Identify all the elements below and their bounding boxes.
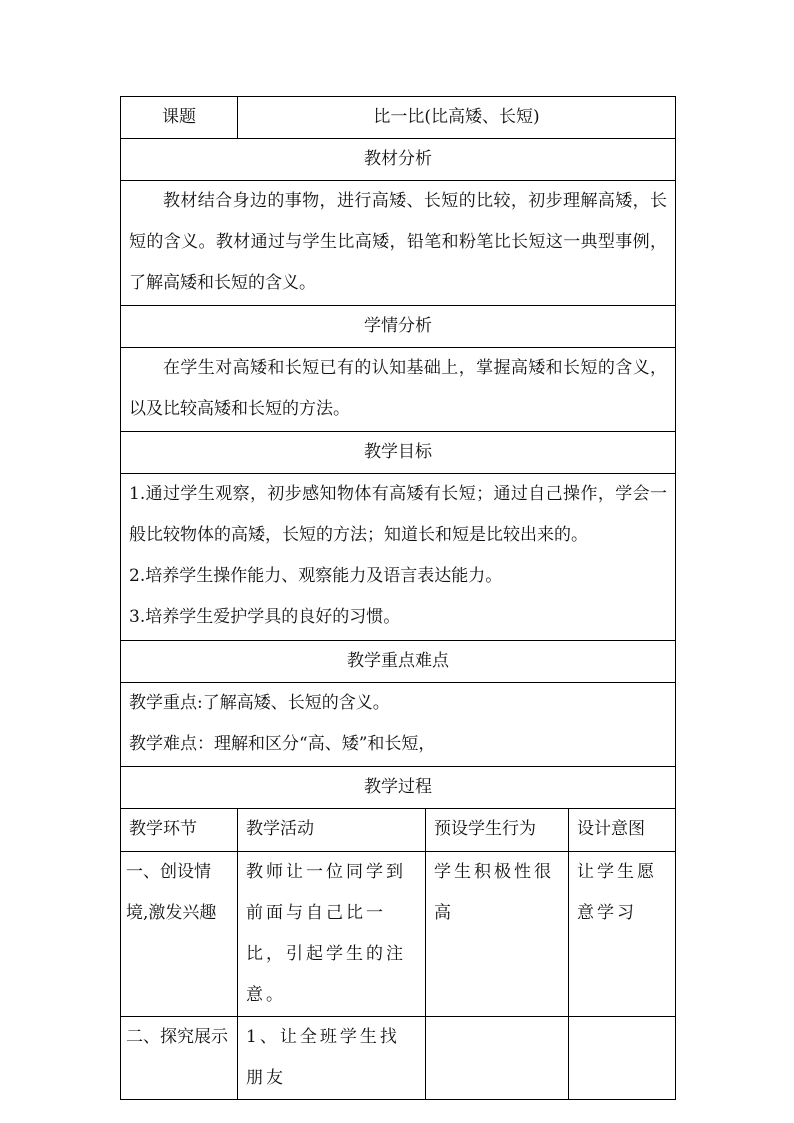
topic-row [121, 97, 676, 139]
process-behavior: 学生积极性很高 [426, 852, 569, 1017]
teaching-goals-title-row [121, 432, 676, 474]
process-intent: 让学生愿意学习 [569, 852, 676, 1017]
teaching-goal-item: 1.通过学生观察，初步感知物体有高矮有长短；通过自己操作，学会一般比较物体的高矮，长短的方法；知道长和短是比较出来的。 [129, 484, 668, 545]
teaching-goal-item: 2.培养学生操作能力、观察能力及语言表达能力。 [129, 566, 503, 586]
material-analysis-title: 教材分析 [121, 139, 676, 181]
topic-label: 课题 [121, 97, 238, 139]
student-analysis-body-row [121, 348, 676, 432]
process-header-row [121, 809, 676, 852]
teaching-goals-list [121, 474, 676, 641]
key-points-body [121, 683, 676, 767]
process-title: 教学过程 [121, 767, 676, 809]
key-points-body-row [121, 683, 676, 767]
process-title-row [121, 767, 676, 809]
process-intent [569, 1017, 676, 1100]
process-row [121, 852, 676, 1017]
process-activity: 教师让一位同学到前面与自己比一比，引起学生的注意。 [238, 852, 426, 1017]
process-stage: 二、探究展示 [121, 1017, 238, 1100]
teaching-goals-body-row [121, 474, 676, 641]
process-column-header: 预设学生行为 [426, 809, 569, 852]
student-analysis-title-row [121, 306, 676, 348]
teaching-goals-title: 教学目标 [121, 432, 676, 474]
process-row [121, 1017, 676, 1100]
material-analysis-title-row [121, 139, 676, 181]
teaching-goal-item: 3.培养学生爱护学具的良好的习惯。 [129, 607, 401, 627]
process-column-header: 设计意图 [569, 809, 676, 852]
process-column-header: 教学活动 [238, 809, 426, 852]
student-analysis-title: 学情分析 [121, 306, 676, 348]
student-analysis-text: 在学生对高矮和长短已有的认知基础上，掌握高矮和长短的含义，以及比较高矮和长短的方法。 [121, 348, 676, 432]
key-point-focus: 教学重点:了解高矮、长短的含义。 [129, 693, 390, 713]
process-activity: 1、让全班学生找朋友 [238, 1017, 426, 1100]
topic-value: 比一比(比高矮、长短) [238, 97, 676, 139]
material-analysis-text: 教材结合身边的事物，进行高矮、长短的比较，初步理解高矮，长短的含义。教材通过与学生比高矮，铅笔和粉笔比长短这一典型事例，了解高矮和长短的含义。 [121, 181, 676, 306]
material-analysis-body-row [121, 181, 676, 306]
key-points-title: 教学重点难点 [121, 641, 676, 683]
key-point-difficulty: 教学难点：理解和区分“高、矮”和长短， [129, 734, 436, 754]
process-behavior [426, 1017, 569, 1100]
key-points-title-row [121, 641, 676, 683]
process-stage: 一、创设情境,激发兴趣 [121, 852, 238, 1017]
process-column-header: 教学环节 [121, 809, 238, 852]
lesson-plan-table [120, 96, 676, 1100]
